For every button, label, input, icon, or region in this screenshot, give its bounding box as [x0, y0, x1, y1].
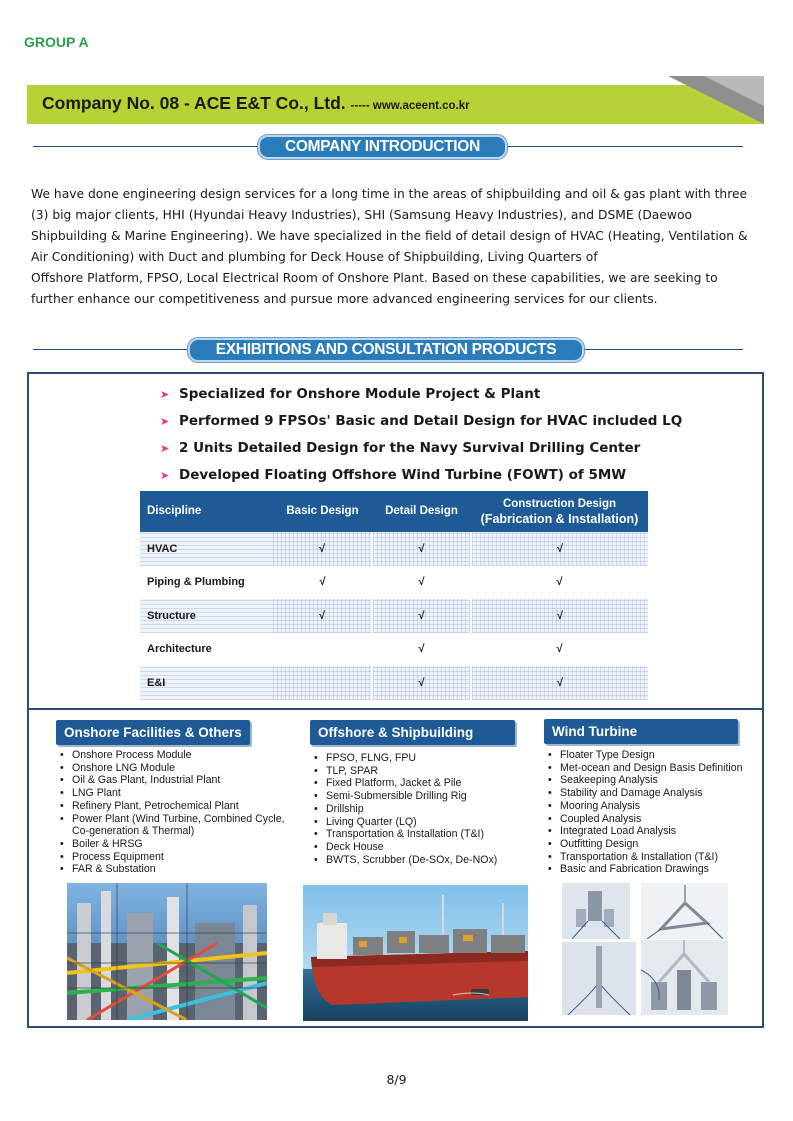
list-item: • FAR & Substation — [58, 863, 285, 876]
header-construction-subtitle: (Fabrication & Installation) — [480, 511, 639, 526]
wind-heading: Wind Turbine — [544, 719, 738, 744]
cell-detail: √ — [418, 643, 425, 656]
company-title — [42, 93, 470, 114]
intro-line: Shipbuilding & Marine Engineering). We have specialized in the field of detail design of HVAC (Heating, Ventilation & — [31, 229, 748, 244]
intro-line: (3) big major clients, HHI (Hyundai Heavy Industries), SHI (Samsung Heavy Industries), and DSME (Daewoo — [31, 208, 693, 223]
highlight-item — [160, 464, 682, 491]
banner-corner-highlight — [704, 76, 764, 106]
cell-basic — [273, 633, 372, 667]
list-item: • Semi-Submersible Drilling Rig — [312, 790, 497, 803]
intro-line: Air Conditioning) with Duct and plumbing for Deck House of Shipbuilding, Living Quarters of — [31, 250, 598, 265]
table-header-row — [140, 491, 648, 532]
highlight-item — [160, 383, 682, 410]
arrow-bullet-icon: ➤ — [160, 415, 170, 428]
list-item: • LNG Plant — [58, 787, 285, 800]
highlights-list — [160, 383, 682, 491]
list-item: • Met-ocean and Design Basis Definition — [546, 762, 743, 775]
list-item: • Transportation & Installation (T&I) — [546, 851, 743, 864]
table-row — [140, 633, 648, 667]
cell-discipline: HVAC — [140, 532, 273, 566]
cell-basic: √ — [319, 576, 326, 589]
cell-construction: √ — [471, 532, 648, 566]
table-row — [140, 666, 648, 700]
spar-buoy-illustration — [562, 942, 636, 1015]
intro-line: We have done engineering design services for a long time in the areas of shipbuilding and oil & gas plant with three — [31, 187, 748, 201]
cell-basic — [273, 666, 372, 700]
company-name: Company No. 08 - ACE E&T Co., Ltd. — [42, 93, 346, 113]
list-item: • Living Quarter (LQ) — [312, 816, 497, 829]
list-item: • Refinery Plant, Petrochemical Plant — [58, 800, 285, 813]
cell-basic: √ — [273, 532, 372, 566]
cell-construction: √ — [556, 576, 563, 589]
company-banner — [27, 76, 764, 124]
cell-discipline: Structure — [140, 599, 273, 633]
spar-floater-illustration — [562, 883, 630, 939]
page-number: 8/9 — [386, 1072, 407, 1087]
list-item: • Deck House — [312, 841, 497, 854]
header-construction-design — [471, 491, 648, 532]
plant-illustration — [67, 883, 267, 1020]
list-item: • Coupled Analysis — [546, 813, 743, 826]
table-row — [140, 566, 648, 600]
header-detail-design: Detail Design — [372, 491, 471, 532]
cell-detail: √ — [372, 532, 471, 566]
header-discipline: Discipline — [140, 491, 273, 532]
list-item: • Power Plant (Wind Turbine, Combined Cycle, — [58, 813, 285, 826]
floater-render-4 — [641, 940, 728, 1015]
cell-construction: √ — [471, 666, 648, 700]
cell-construction: √ — [556, 643, 563, 656]
list-item: • FPSO, FLNG, FPU — [312, 752, 497, 765]
list-item: • Mooring Analysis — [546, 800, 743, 813]
offshore-heading: Offshore & Shipbuilding — [310, 720, 515, 745]
arrow-bullet-icon: ➤ — [160, 388, 170, 401]
company-url: ----- www.aceent.co.kr — [350, 100, 470, 112]
highlight-item — [160, 410, 682, 437]
floater-render-2 — [641, 883, 728, 939]
list-item: • Stability and Damage Analysis — [546, 787, 743, 800]
offshore-list — [312, 752, 497, 866]
onshore-heading: Onshore Facilities & Others — [56, 720, 250, 745]
list-item: • Onshore LNG Module — [58, 762, 285, 775]
list-item: • Boiler & HRSG — [58, 838, 285, 851]
arrow-bullet-icon: ➤ — [160, 442, 170, 455]
section-title-products: EXHIBITIONS AND CONSULTATION PRODUCTS — [188, 338, 584, 362]
highlight-text: Performed 9 FPSOs' Basic and Detail Design for HVAC included LQ — [179, 413, 683, 429]
list-item: • Oil & Gas Plant, Industrial Plant — [58, 774, 285, 787]
list-item: • Process Equipment — [58, 851, 285, 864]
floater-render-1 — [562, 883, 630, 939]
onshore-list — [58, 749, 285, 876]
list-item: • Outfitting Design — [546, 838, 743, 851]
floater-render-3 — [562, 942, 636, 1015]
highlight-text: 2 Units Detailed Design for the Navy Survival Drilling Center — [179, 440, 641, 456]
cell-detail: √ — [418, 576, 425, 589]
list-item: • Floater Type Design — [546, 749, 743, 762]
highlight-item — [160, 437, 682, 464]
wind-list — [546, 749, 743, 876]
cell-discipline: Piping & Plumbing — [147, 576, 245, 589]
list-item: • Onshore Process Module — [58, 749, 285, 762]
table-row — [140, 599, 648, 633]
cell-detail: √ — [372, 599, 471, 633]
list-item: • Drillship — [312, 803, 497, 816]
section-title-introduction: COMPANY INTRODUCTION — [258, 135, 507, 159]
list-item: • BWTS, Scrubber (De-SOx, De-NOx) — [312, 854, 497, 867]
cell-construction: √ — [471, 599, 648, 633]
semisub-floater-illustration — [641, 940, 728, 1015]
discipline-table — [140, 491, 648, 700]
industrial-plant-image — [67, 883, 267, 1020]
table-row — [140, 532, 648, 566]
list-item: • Transportation & Installation (T&I) — [312, 828, 497, 841]
intro-line: Offshore Platform, FPSO, Local Electrical Room of Onshore Plant. Based on these capabilities, we are seeking to — [31, 271, 718, 286]
list-item: • TLP, SPAR — [312, 765, 497, 778]
intro-paragraph — [31, 184, 761, 311]
arrow-bullet-icon: ➤ — [160, 469, 170, 482]
tripod-floater-illustration — [641, 883, 728, 939]
fpso-illustration — [303, 885, 528, 1021]
cell-discipline: Architecture — [147, 643, 212, 656]
list-item: • Basic and Fabrication Drawings — [546, 863, 743, 876]
cell-basic: √ — [273, 599, 372, 633]
cell-detail: √ — [372, 666, 471, 700]
group-label: GROUP A — [24, 34, 89, 50]
highlight-text: Specialized for Onshore Module Project & Plant — [179, 386, 541, 402]
list-item: • Seakeeping Analysis — [546, 774, 743, 787]
list-item: • Integrated Load Analysis — [546, 825, 743, 838]
list-item: • Fixed Platform, Jacket & Pile — [312, 777, 497, 790]
header-basic-design: Basic Design — [273, 491, 372, 532]
cell-discipline: E&I — [140, 666, 273, 700]
header-construction-title: Construction Design — [502, 497, 617, 510]
list-item-continuation: Co-generation & Thermal) — [72, 825, 195, 838]
fpso-vessel-image — [303, 885, 528, 1021]
highlight-text: Developed Floating Offshore Wind Turbine (FOWT) of 5MW — [179, 467, 627, 483]
intro-line: further enhance our competitiveness and pursue more advanced engineering services for our clients. — [31, 292, 658, 307]
